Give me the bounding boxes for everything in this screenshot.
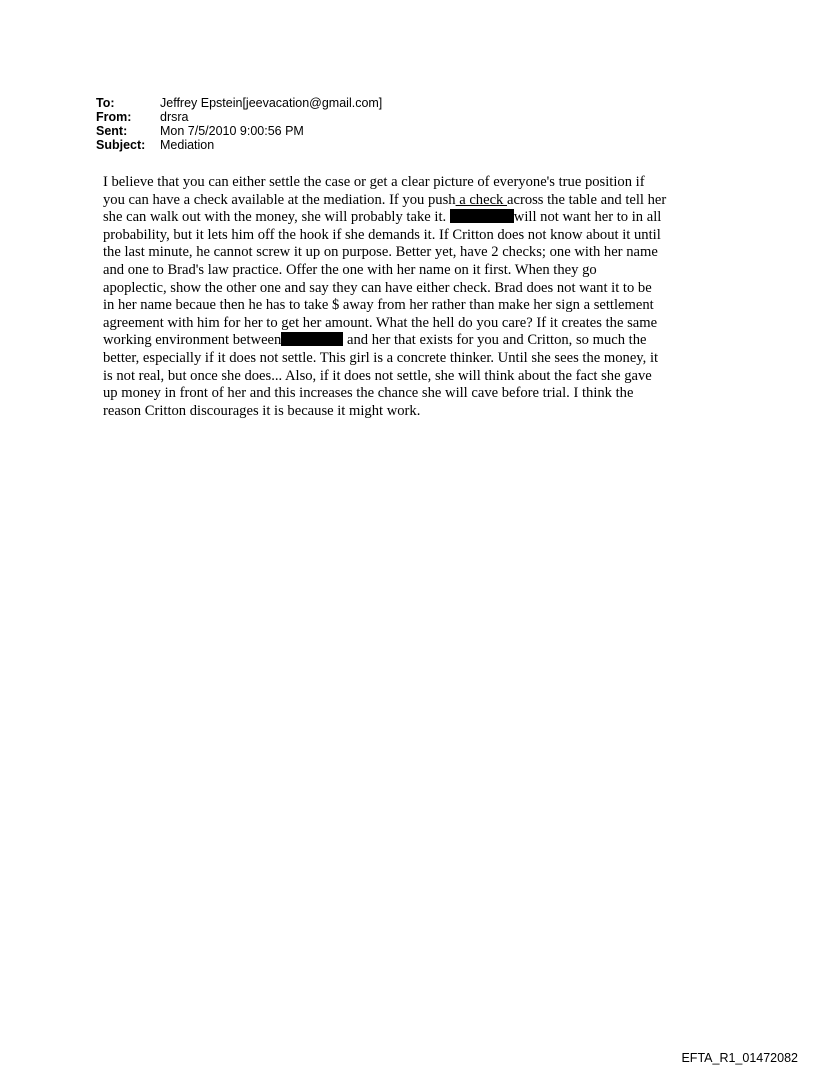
to-value: Jeffrey Epstein[jeevacation@gmail.com] <box>160 96 383 110</box>
body-line: apoplectic, show the other one and say they can have either check. Brad does not want it to be <box>103 279 652 296</box>
body-line: and one to Brad's law practice. Offer the one with her name on it first. When they go <box>103 261 597 278</box>
header-subject-row <box>96 138 382 152</box>
sent-label: Sent: <box>96 124 128 138</box>
body-text-segment: you can have a check available at the mediation. If you push <box>103 191 456 208</box>
body-text-segment: she can walk out with the money, she will probably take it. <box>103 209 450 226</box>
from-label: From: <box>96 110 132 124</box>
body-line: reason Critton discourages it is because it might work. <box>103 402 421 419</box>
subject-value: Mediation <box>160 138 215 152</box>
body-line: in her name becaue then he has to take $ away from her rather than make her sign a settlement <box>103 297 654 314</box>
sent-value: Mon 7/5/2010 9:00:56 PM <box>160 124 304 138</box>
bates-number: EFTA_R1_01472082 <box>681 1051 798 1065</box>
email-body <box>103 174 743 420</box>
header-sent-row <box>96 124 382 138</box>
body-line: agreement with him for her to get her amount. What the hell do you care? If it creates the same <box>103 314 658 331</box>
body-line <box>103 192 743 210</box>
redaction-box <box>281 332 343 346</box>
body-line: the last minute, he cannot screw it up on purpose. Better yet, have 2 checks; one with her name <box>103 244 658 261</box>
body-line <box>103 209 743 227</box>
body-line: up money in front of her and this increases the chance she will cave before trial. I think the <box>103 385 634 402</box>
body-text-segment: a check <box>455 191 507 208</box>
body-line: is not real, but once she does... Also, if it does not settle, she will think about the fact she gave <box>103 367 652 384</box>
email-header <box>96 96 382 152</box>
from-value: drsra <box>160 110 189 124</box>
body-line: probability, but it lets him off the hook if she demands it. If Critton does not know about it until <box>103 226 661 243</box>
to-label: To: <box>96 96 115 110</box>
redaction-box <box>450 209 514 223</box>
body-line: I believe that you can either settle the case or get a clear picture of everyone's true position if <box>103 174 645 190</box>
header-from-row <box>96 110 382 124</box>
header-to-row <box>96 96 382 110</box>
body-text-segment: working environment between <box>103 332 282 349</box>
body-line <box>103 332 743 350</box>
body-text-segment: across the table and tell her <box>507 191 667 208</box>
body-line: better, especially if it does not settle. This girl is a concrete thinker. Until she sees the money, it <box>103 349 659 366</box>
body-text-segment: and her that exists for you and Critton, so much the <box>343 332 647 349</box>
body-text-segment: will not want her to in all <box>513 209 662 226</box>
subject-label: Subject: <box>96 138 146 152</box>
